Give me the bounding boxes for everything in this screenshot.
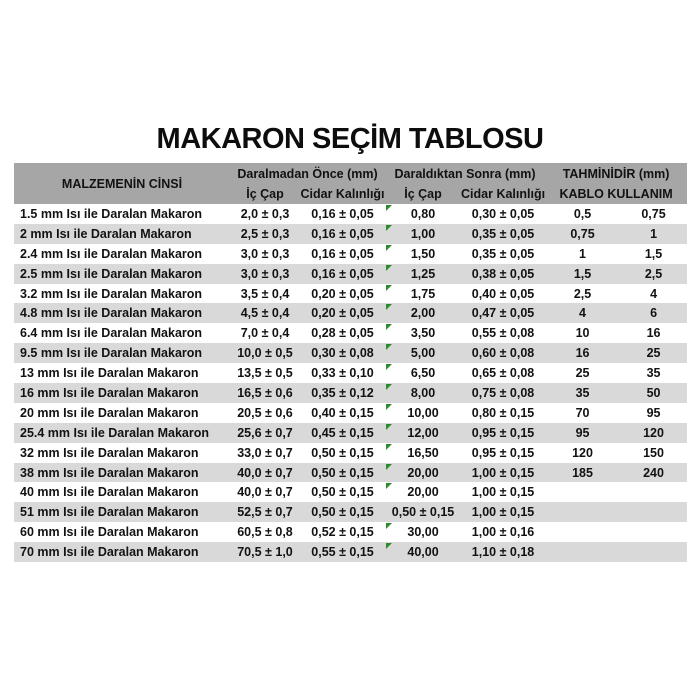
table-row: [14, 264, 687, 284]
kablo-value-1-cell: 0,75: [545, 224, 620, 244]
kablo-value-2-cell: 50: [620, 383, 687, 403]
error-indicator-icon: [386, 384, 392, 390]
ic-cap-after-cell: [385, 363, 461, 383]
kablo-value-2-cell: 35: [620, 363, 687, 383]
ic-cap-after-cell: [385, 383, 461, 403]
ic-cap-after-cell: [385, 224, 461, 244]
header-material: MALZEMENİN CİNSİ: [14, 163, 230, 204]
table-row: [14, 443, 687, 463]
ic-cap-after-value: 1,00: [410, 226, 436, 241]
kablo-value-2-cell: 240: [620, 463, 687, 483]
table-row: [14, 463, 687, 483]
kablo-value-2-cell: [620, 542, 687, 562]
ic-cap-after-cell: [385, 482, 461, 502]
cidar-before-cell: 0,45 ± 0,15: [300, 423, 385, 443]
kablo-value-1-cell: 70: [545, 403, 620, 423]
material-cell: 13 mm Isı ile Daralan Makaron: [14, 363, 230, 383]
makaron-selection-table: [14, 163, 687, 562]
material-cell: 6.4 mm Isı ile Daralan Makaron: [14, 323, 230, 343]
ic-cap-before-cell: 60,5 ± 0,8: [230, 522, 300, 542]
kablo-value-1-cell: 1,5: [545, 264, 620, 284]
header-ic-cap-before: İç Çap: [230, 184, 300, 204]
cidar-before-cell: 0,50 ± 0,15: [300, 463, 385, 483]
error-indicator-icon: [386, 483, 392, 489]
ic-cap-after-value: 1,75: [410, 286, 436, 301]
ic-cap-before-cell: 10,0 ± 0,5: [230, 343, 300, 363]
ic-cap-before-cell: 40,0 ± 0,7: [230, 463, 300, 483]
table-row: [14, 542, 687, 562]
kablo-value-1-cell: 10: [545, 323, 620, 343]
cidar-after-cell: 1,10 ± 0,18: [461, 542, 545, 562]
ic-cap-before-cell: 25,6 ± 0,7: [230, 423, 300, 443]
kablo-value-1-cell: 1: [545, 244, 620, 264]
material-cell: 2 mm Isı ile Daralan Makaron: [14, 224, 230, 244]
material-cell: 40 mm Isı ile Daralan Makaron: [14, 482, 230, 502]
cidar-after-cell: 0,30 ± 0,05: [461, 204, 545, 224]
ic-cap-before-cell: 52,5 ± 0,7: [230, 502, 300, 522]
table-body: [14, 204, 687, 562]
material-cell: 60 mm Isı ile Daralan Makaron: [14, 522, 230, 542]
kablo-value-2-cell: 150: [620, 443, 687, 463]
cidar-after-cell: 0,38 ± 0,05: [461, 264, 545, 284]
table-row: [14, 224, 687, 244]
header-group-row: [14, 163, 687, 184]
cidar-before-cell: 0,20 ± 0,05: [300, 284, 385, 304]
material-cell: 2.4 mm Isı ile Daralan Makaron: [14, 244, 230, 264]
error-indicator-icon: [386, 444, 392, 450]
error-indicator-icon: [386, 285, 392, 291]
header-ic-cap-after: İç Çap: [385, 184, 461, 204]
kablo-value-1-cell: [545, 502, 620, 522]
cidar-before-cell: 0,16 ± 0,05: [300, 204, 385, 224]
ic-cap-after-value: 1,50: [410, 246, 436, 261]
cidar-before-cell: 0,52 ± 0,15: [300, 522, 385, 542]
cidar-before-cell: 0,35 ± 0,12: [300, 383, 385, 403]
cidar-before-cell: 0,28 ± 0,05: [300, 323, 385, 343]
ic-cap-after-value: 40,00: [407, 545, 439, 560]
material-cell: 20 mm Isı ile Daralan Makaron: [14, 403, 230, 423]
cidar-before-cell: 0,50 ± 0,15: [300, 502, 385, 522]
error-indicator-icon: [386, 324, 392, 330]
kablo-value-2-cell: [620, 502, 687, 522]
ic-cap-after-value: 3,50: [410, 326, 436, 341]
cidar-after-cell: 1,00 ± 0,15: [461, 502, 545, 522]
ic-cap-after-cell: [385, 343, 461, 363]
ic-cap-after-cell: [385, 423, 461, 443]
cidar-after-cell: 0,95 ± 0,15: [461, 423, 545, 443]
ic-cap-after-cell: [385, 303, 461, 323]
table-row: [14, 303, 687, 323]
cidar-after-cell: 0,55 ± 0,08: [461, 323, 545, 343]
header-before-group: Daralmadan Önce (mm): [230, 163, 385, 184]
material-cell: 9.5 mm Isı ile Daralan Makaron: [14, 343, 230, 363]
ic-cap-before-cell: 33,0 ± 0,7: [230, 443, 300, 463]
table-row: [14, 383, 687, 403]
cidar-before-cell: 0,30 ± 0,08: [300, 343, 385, 363]
table-row: [14, 244, 687, 264]
cidar-before-cell: 0,50 ± 0,15: [300, 482, 385, 502]
ic-cap-after-value: 2,00: [410, 306, 436, 321]
table-row: [14, 343, 687, 363]
kablo-value-2-cell: 120: [620, 423, 687, 443]
cidar-after-cell: 0,60 ± 0,08: [461, 343, 545, 363]
ic-cap-before-cell: 4,5 ± 0,4: [230, 303, 300, 323]
error-indicator-icon: [386, 404, 392, 410]
table-row: [14, 204, 687, 224]
kablo-value-1-cell: 185: [545, 463, 620, 483]
ic-cap-after-cell: [385, 522, 461, 542]
header-estimate-group: TAHMİNİDİR (mm): [545, 163, 687, 184]
error-indicator-icon: [386, 523, 392, 529]
material-cell: 2.5 mm Isı ile Daralan Makaron: [14, 264, 230, 284]
kablo-value-2-cell: 1: [620, 224, 687, 244]
ic-cap-after-value: 20,00: [407, 465, 439, 480]
kablo-value-2-cell: 4: [620, 284, 687, 304]
ic-cap-before-cell: 70,5 ± 1,0: [230, 542, 300, 562]
material-cell: 38 mm Isı ile Daralan Makaron: [14, 463, 230, 483]
ic-cap-before-cell: 3,0 ± 0,3: [230, 264, 300, 284]
ic-cap-before-cell: 20,5 ± 0,6: [230, 403, 300, 423]
kablo-value-1-cell: 95: [545, 423, 620, 443]
ic-cap-after-cell: [385, 204, 461, 224]
header-kablo-kullanim: KABLO KULLANIM: [545, 184, 687, 204]
ic-cap-after-value: 1,25: [410, 266, 436, 281]
ic-cap-before-cell: 7,0 ± 0,4: [230, 323, 300, 343]
material-cell: 4.8 mm Isı ile Daralan Makaron: [14, 303, 230, 323]
cidar-before-cell: 0,16 ± 0,05: [300, 224, 385, 244]
material-cell: 3.2 mm Isı ile Daralan Makaron: [14, 284, 230, 304]
error-indicator-icon: [386, 344, 392, 350]
error-indicator-icon: [386, 424, 392, 430]
ic-cap-after-cell: [385, 502, 461, 522]
ic-cap-after-value: 30,00: [407, 525, 439, 540]
kablo-value-2-cell: 2,5: [620, 264, 687, 284]
error-indicator-icon: [386, 225, 392, 231]
kablo-value-1-cell: 35: [545, 383, 620, 403]
table-row: [14, 482, 687, 502]
material-cell: 32 mm Isı ile Daralan Makaron: [14, 443, 230, 463]
cidar-after-cell: 1,00 ± 0,15: [461, 463, 545, 483]
ic-cap-after-value: 10,00: [407, 405, 439, 420]
ic-cap-before-cell: 16,5 ± 0,6: [230, 383, 300, 403]
ic-cap-before-cell: 2,0 ± 0,3: [230, 204, 300, 224]
ic-cap-after-cell: [385, 542, 461, 562]
kablo-value-2-cell: 16: [620, 323, 687, 343]
kablo-value-2-cell: 95: [620, 403, 687, 423]
cidar-before-cell: 0,16 ± 0,05: [300, 264, 385, 284]
kablo-value-1-cell: 25: [545, 363, 620, 383]
kablo-value-1-cell: 120: [545, 443, 620, 463]
ic-cap-before-cell: 2,5 ± 0,3: [230, 224, 300, 244]
ic-cap-after-value: 12,00: [407, 425, 439, 440]
ic-cap-before-cell: 13,5 ± 0,5: [230, 363, 300, 383]
kablo-value-1-cell: 2,5: [545, 284, 620, 304]
ic-cap-after-value: 0,50 ± 0,15: [391, 505, 455, 520]
cidar-after-cell: 0,35 ± 0,05: [461, 244, 545, 264]
ic-cap-after-value: 5,00: [410, 346, 436, 361]
kablo-value-2-cell: 6: [620, 303, 687, 323]
material-cell: 16 mm Isı ile Daralan Makaron: [14, 383, 230, 403]
ic-cap-after-value: 0,80: [410, 206, 436, 221]
ic-cap-after-value: 8,00: [410, 385, 436, 400]
cidar-after-cell: 0,47 ± 0,05: [461, 303, 545, 323]
header-after-group: Daraldıktan Sonra (mm): [385, 163, 545, 184]
cidar-before-cell: 0,55 ± 0,15: [300, 542, 385, 562]
ic-cap-after-cell: [385, 323, 461, 343]
kablo-value-1-cell: [545, 482, 620, 502]
cidar-after-cell: 0,75 ± 0,08: [461, 383, 545, 403]
material-cell: 51 mm Isı ile Daralan Makaron: [14, 502, 230, 522]
ic-cap-before-cell: 40,0 ± 0,7: [230, 482, 300, 502]
ic-cap-after-cell: [385, 403, 461, 423]
cidar-after-cell: 1,00 ± 0,15: [461, 482, 545, 502]
kablo-value-2-cell: 0,75: [620, 204, 687, 224]
kablo-value-1-cell: [545, 542, 620, 562]
kablo-value-2-cell: 1,5: [620, 244, 687, 264]
table-row: [14, 363, 687, 383]
cidar-before-cell: 0,20 ± 0,05: [300, 303, 385, 323]
error-indicator-icon: [386, 265, 392, 271]
ic-cap-before-cell: 3,0 ± 0,3: [230, 244, 300, 264]
kablo-value-1-cell: [545, 522, 620, 542]
header-cidar-after: Cidar Kalınlığı: [461, 184, 545, 204]
ic-cap-after-cell: [385, 463, 461, 483]
kablo-value-2-cell: 25: [620, 343, 687, 363]
ic-cap-after-cell: [385, 244, 461, 264]
ic-cap-after-value: 16,50: [407, 445, 439, 460]
kablo-value-2-cell: [620, 482, 687, 502]
cidar-after-cell: 0,80 ± 0,15: [461, 403, 545, 423]
cidar-before-cell: 0,16 ± 0,05: [300, 244, 385, 264]
page-title: MAKARON SEÇİM TABLOSU: [156, 123, 544, 155]
table-row: [14, 323, 687, 343]
error-indicator-icon: [386, 205, 392, 211]
error-indicator-icon: [386, 464, 392, 470]
error-indicator-icon: [386, 364, 392, 370]
material-cell: 70 mm Isı ile Daralan Makaron: [14, 542, 230, 562]
kablo-value-1-cell: 0,5: [545, 204, 620, 224]
error-indicator-icon: [386, 543, 392, 549]
kablo-value-1-cell: 16: [545, 343, 620, 363]
header-cidar-before: Cidar Kalınlığı: [300, 184, 385, 204]
table-row: [14, 522, 687, 542]
table-header: [14, 163, 687, 204]
ic-cap-before-cell: 3,5 ± 0,4: [230, 284, 300, 304]
table-row: [14, 502, 687, 522]
table-row: [14, 284, 687, 304]
cidar-before-cell: 0,40 ± 0,15: [300, 403, 385, 423]
error-indicator-icon: [386, 304, 392, 310]
table-row: [14, 403, 687, 423]
kablo-value-2-cell: [620, 522, 687, 542]
ic-cap-after-value: 6,50: [410, 366, 436, 381]
cidar-after-cell: 0,95 ± 0,15: [461, 443, 545, 463]
kablo-value-1-cell: 4: [545, 303, 620, 323]
ic-cap-after-cell: [385, 443, 461, 463]
cidar-before-cell: 0,50 ± 0,15: [300, 443, 385, 463]
cidar-after-cell: 0,40 ± 0,05: [461, 284, 545, 304]
error-indicator-icon: [386, 245, 392, 251]
material-cell: 25.4 mm Isı ile Daralan Makaron: [14, 423, 230, 443]
table-row: [14, 423, 687, 443]
cidar-before-cell: 0,33 ± 0,10: [300, 363, 385, 383]
ic-cap-after-cell: [385, 264, 461, 284]
ic-cap-after-value: 20,00: [407, 485, 439, 500]
cidar-after-cell: 0,65 ± 0,08: [461, 363, 545, 383]
material-cell: 1.5 mm Isı ile Daralan Makaron: [14, 204, 230, 224]
cidar-after-cell: 0,35 ± 0,05: [461, 224, 545, 244]
cidar-after-cell: 1,00 ± 0,16: [461, 522, 545, 542]
ic-cap-after-cell: [385, 284, 461, 304]
